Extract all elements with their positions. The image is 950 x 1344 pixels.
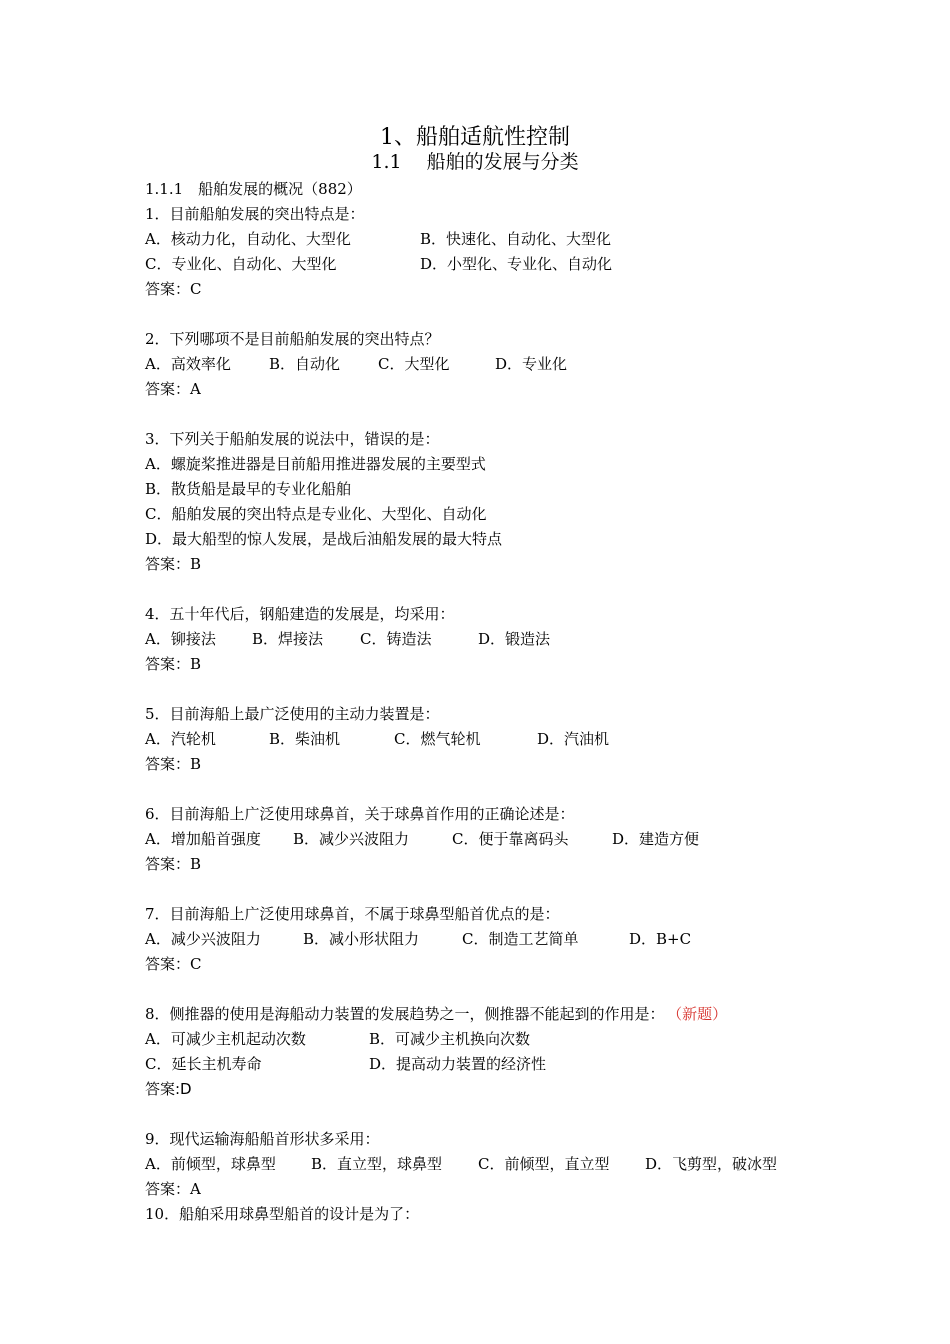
option: A．前倾型，球鼻型	[145, 1155, 276, 1173]
option: D．汽油机	[537, 730, 610, 748]
option: B．自动化	[269, 355, 341, 373]
option: B．直立型，球鼻型	[311, 1155, 443, 1173]
option: C．大型化	[378, 355, 450, 373]
option: D．锻造法	[478, 630, 551, 648]
options-row	[145, 1027, 845, 1052]
question-stem: 3．下列关于船舶发展的说法中，错误的是：	[145, 430, 440, 448]
question-list	[145, 177, 845, 1227]
new-question-tag: （新题）	[674, 1005, 728, 1023]
option: D．提高动力装置的经济性	[369, 1055, 547, 1073]
option: D．专业化	[495, 355, 568, 373]
option: C．前倾型，直立型	[478, 1155, 610, 1173]
option: A．减少兴波阻力	[145, 930, 261, 948]
page-title: 1、船舶适航性控制	[380, 125, 570, 150]
options-row	[145, 227, 845, 252]
option: D．飞剪型，破冰型	[645, 1155, 778, 1173]
option: A．螺旋桨推进器是目前船用推进器发展的主要型式	[145, 455, 486, 473]
question-stem: 1．目前船舶发展的突出特点是：	[145, 205, 365, 223]
answer: 答案：C	[145, 280, 202, 298]
option: B．散货船是最早的专业化船舶	[145, 480, 352, 498]
section-heading: 1.1 船舶的发展与分类	[371, 151, 579, 173]
options-row	[145, 1152, 845, 1177]
question-stem: 4．五十年代后，钢船建造的发展是，均采用：	[145, 605, 455, 623]
answer: 答案：B	[145, 655, 202, 673]
option: C．燃气轮机	[394, 730, 481, 748]
option: A．可减少主机起动次数	[145, 1030, 306, 1048]
question-stem: 7．目前海船上广泛使用球鼻首，不属于球鼻型船首优点的是：	[145, 905, 560, 923]
options-row	[145, 927, 845, 952]
options-row	[145, 252, 845, 277]
answer: 答案：C	[145, 955, 202, 973]
option: A．高效率化	[145, 355, 231, 373]
option: D．小型化、专业化、自动化	[420, 255, 613, 273]
question-stem: 5．目前海船上最广泛使用的主动力装置是：	[145, 705, 440, 723]
option: D．最大船型的惊人发展，是战后油船发展的最大特点	[145, 530, 503, 548]
option: C．铸造法	[360, 630, 432, 648]
options-row	[145, 1052, 845, 1077]
answer: 答案：B	[145, 855, 202, 873]
option: B．柴油机	[269, 730, 341, 748]
option: C．船舶发展的突出特点是专业化、大型化、自动化	[145, 505, 487, 523]
question-stem: 10．船舶采用球鼻型船首的设计是为了：	[145, 1205, 420, 1223]
question-stem: 2．下列哪项不是目前船舶发展的突出特点？	[145, 330, 440, 348]
answer: 答案：A	[145, 1180, 201, 1198]
option: A．铆接法	[145, 630, 216, 648]
subsection-heading: 1.1.1 船舶发展的概况（882）	[145, 180, 362, 198]
option: D．B+C	[629, 930, 692, 948]
question-stem	[145, 1002, 845, 1027]
question-stem: 6．目前海船上广泛使用球鼻首，关于球鼻首作用的正确论述是：	[145, 805, 575, 823]
options-row	[145, 827, 845, 852]
option: A．核动力化，自动化、大型化	[145, 230, 351, 248]
option: B．可减少主机换向次数	[369, 1030, 531, 1048]
answer: 答案：A	[145, 380, 201, 398]
option: C．专业化、自动化、大型化	[145, 255, 337, 273]
option: D．建造方便	[612, 830, 700, 848]
option: B．减小形状阻力	[303, 930, 420, 948]
option: C．便于靠离码头	[452, 830, 569, 848]
option: B．快速化、自动化、大型化	[420, 230, 612, 248]
answer: 答案：B	[145, 555, 202, 573]
option: C．制造工艺简单	[462, 930, 579, 948]
option: B．减少兴波阻力	[293, 830, 410, 848]
options-row	[145, 727, 845, 752]
option: A．汽轮机	[145, 730, 216, 748]
answer: 答案：B	[145, 755, 202, 773]
options-row	[145, 352, 845, 377]
question-stem-text: 8．侧推器的使用是海船动力装置的发展趋势之一，侧推器不能起到的作用是：	[145, 1005, 665, 1023]
question-stem: 9．现代运输海船船首形状多采用：	[145, 1130, 380, 1148]
option: B．焊接法	[252, 630, 324, 648]
options-row	[145, 627, 845, 652]
option: C．延长主机寿命	[145, 1055, 262, 1073]
answer: 答案:D	[145, 1080, 192, 1098]
option: A．增加船首强度	[145, 830, 261, 848]
